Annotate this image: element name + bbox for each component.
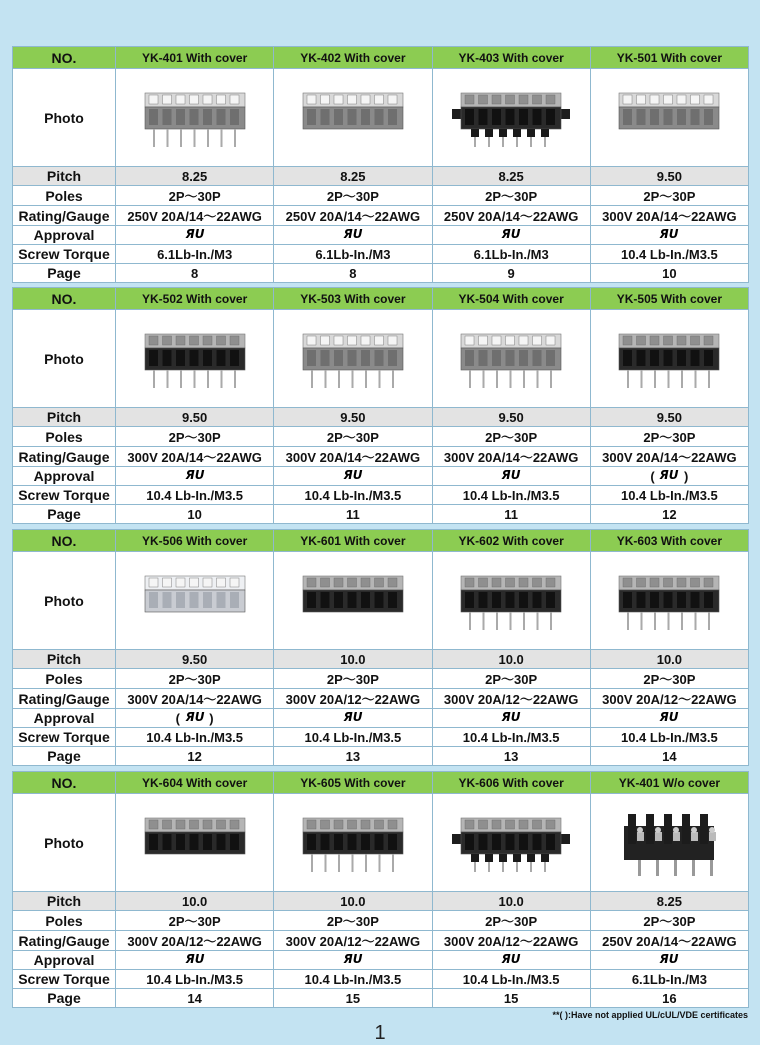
row-pitch	[13, 650, 749, 669]
poles-value: 2P～30P	[116, 911, 274, 931]
ul-recognized-icon	[342, 469, 364, 484]
row-no	[13, 530, 749, 552]
page-value: 13	[432, 747, 590, 766]
row-approval	[13, 709, 749, 728]
approval-cell	[116, 226, 274, 245]
page-value: 9	[432, 264, 590, 283]
terminal-block-photo	[288, 79, 418, 157]
torque-value: 10.4 Lb-In./M3.5	[590, 245, 748, 264]
model-name: YK-403 With cover	[432, 47, 590, 69]
rating-value: 300V 20A/12～22AWG	[274, 689, 432, 709]
ul-recognized-icon	[500, 711, 522, 726]
row-label-approval: Approval	[13, 709, 116, 728]
model-name: YK-605 With cover	[274, 772, 432, 794]
torque-value: 10.4 Lb-In./M3.5	[590, 728, 748, 747]
row-label-pitch: Pitch	[13, 167, 116, 186]
row-poles	[13, 911, 749, 931]
terminal-block-photo	[604, 79, 734, 157]
row-torque	[13, 728, 749, 747]
rating-value: 300V 20A/14～22AWG	[590, 206, 748, 226]
terminal-block-photo	[446, 562, 576, 640]
approval-cell	[590, 467, 748, 486]
svg-text:ЯU: ЯU	[501, 227, 521, 240]
page-value: 15	[432, 989, 590, 1008]
ul-recognized-pending-icon: ( ЯU )	[175, 710, 214, 726]
row-label-rating: Rating/Gauge	[13, 689, 116, 709]
poles-value: 2P～30P	[590, 427, 748, 447]
terminal-block-photo	[130, 320, 260, 398]
product-photo-cell	[432, 69, 590, 167]
product-photo-cell	[590, 552, 748, 650]
ul-recognized-icon	[500, 953, 522, 968]
svg-text:ЯU: ЯU	[343, 952, 363, 965]
terminal-block-photo	[446, 320, 576, 398]
model-name: YK-503 With cover	[274, 288, 432, 310]
rating-value: 300V 20A/14～22AWG	[432, 447, 590, 467]
poles-value: 2P～30P	[274, 669, 432, 689]
poles-value: 2P～30P	[116, 186, 274, 206]
page-value: 13	[274, 747, 432, 766]
torque-value: 10.4 Lb-In./M3.5	[432, 970, 590, 989]
ul-recognized-icon	[658, 228, 680, 243]
pitch-value: 9.50	[432, 408, 590, 427]
row-torque	[13, 486, 749, 505]
pitch-value: 10.0	[432, 650, 590, 669]
rating-value: 300V 20A/12～22AWG	[590, 689, 748, 709]
ul-recognized-icon	[500, 228, 522, 243]
poles-value: 2P～30P	[432, 186, 590, 206]
row-photo	[13, 69, 749, 167]
torque-value: 6.1Lb-In./M3	[432, 245, 590, 264]
svg-text:ЯU: ЯU	[659, 468, 679, 481]
poles-value: 2P～30P	[274, 427, 432, 447]
row-label-pitch: Pitch	[13, 650, 116, 669]
spec-table-block	[12, 46, 749, 283]
torque-value: 10.4 Lb-In./M3.5	[116, 486, 274, 505]
pitch-value: 10.0	[432, 892, 590, 911]
approval-cell	[116, 709, 274, 728]
pitch-value: 8.25	[590, 892, 748, 911]
pitch-value: 8.25	[274, 167, 432, 186]
torque-value: 10.4 Lb-In./M3.5	[432, 728, 590, 747]
pitch-value: 10.0	[590, 650, 748, 669]
product-photo-cell	[116, 69, 274, 167]
product-photo-cell	[590, 794, 748, 892]
svg-text:ЯU: ЯU	[185, 710, 205, 723]
svg-text:ЯU: ЯU	[185, 952, 205, 965]
product-photo-cell	[432, 310, 590, 408]
pitch-value: 9.50	[116, 408, 274, 427]
row-no	[13, 47, 749, 69]
row-label-photo: Photo	[13, 552, 116, 650]
row-page	[13, 264, 749, 283]
approval-cell	[274, 951, 432, 970]
model-name: YK-604 With cover	[116, 772, 274, 794]
torque-value: 6.1Lb-In./M3	[274, 245, 432, 264]
svg-text:ЯU: ЯU	[185, 227, 205, 240]
ul-recognized-icon	[184, 953, 206, 968]
row-pitch	[13, 408, 749, 427]
row-approval	[13, 467, 749, 486]
row-poles	[13, 669, 749, 689]
row-label-page: Page	[13, 989, 116, 1008]
page-value: 11	[432, 505, 590, 524]
approval-cell	[432, 226, 590, 245]
terminal-block-photo	[604, 562, 734, 640]
approval-cell	[432, 709, 590, 728]
model-name: YK-505 With cover	[590, 288, 748, 310]
spec-table-block	[12, 529, 749, 766]
approval-cell	[274, 467, 432, 486]
model-name: YK-401 W/o cover	[590, 772, 748, 794]
row-label-rating: Rating/Gauge	[13, 206, 116, 226]
page-value: 8	[116, 264, 274, 283]
terminal-block-photo	[288, 562, 418, 640]
row-label-pitch: Pitch	[13, 408, 116, 427]
row-page	[13, 989, 749, 1008]
ul-recognized-icon	[184, 469, 206, 484]
model-name: YK-506 With cover	[116, 530, 274, 552]
row-approval	[13, 226, 749, 245]
row-label-no: NO.	[13, 288, 116, 310]
rating-value: 300V 20A/14～22AWG	[116, 447, 274, 467]
spec-table-block	[12, 771, 749, 1008]
torque-value: 10.4 Lb-In./M3.5	[590, 486, 748, 505]
poles-value: 2P～30P	[432, 427, 590, 447]
row-label-torque: Screw Torque	[13, 970, 116, 989]
torque-value: 6.1Lb-In./M3	[116, 245, 274, 264]
page-value: 11	[274, 505, 432, 524]
poles-value: 2P～30P	[590, 186, 748, 206]
page-value: 10	[116, 505, 274, 524]
svg-text:ЯU: ЯU	[501, 468, 521, 481]
svg-text:ЯU: ЯU	[343, 468, 363, 481]
product-photo-cell	[590, 69, 748, 167]
poles-value: 2P～30P	[274, 911, 432, 931]
model-name: YK-502 With cover	[116, 288, 274, 310]
rating-value: 250V 20A/14～22AWG	[116, 206, 274, 226]
product-photo-cell	[274, 69, 432, 167]
product-photo-cell	[590, 310, 748, 408]
row-label-photo: Photo	[13, 794, 116, 892]
row-label-page: Page	[13, 264, 116, 283]
terminal-block-photo	[288, 320, 418, 398]
product-photo-cell	[432, 552, 590, 650]
row-label-poles: Poles	[13, 669, 116, 689]
row-approval	[13, 951, 749, 970]
approval-cell	[590, 226, 748, 245]
approval-cell	[116, 951, 274, 970]
row-label-photo: Photo	[13, 310, 116, 408]
model-name: YK-606 With cover	[432, 772, 590, 794]
rating-value: 300V 20A/12～22AWG	[432, 931, 590, 951]
rating-value: 300V 20A/14～22AWG	[116, 689, 274, 709]
model-name: YK-401 With cover	[116, 47, 274, 69]
poles-value: 2P～30P	[116, 669, 274, 689]
product-photo-cell	[116, 310, 274, 408]
row-torque	[13, 970, 749, 989]
approval-cell	[590, 951, 748, 970]
product-photo-cell	[116, 552, 274, 650]
row-photo	[13, 310, 749, 408]
spec-table-block	[12, 287, 749, 524]
row-torque	[13, 245, 749, 264]
terminal-block-photo	[130, 804, 260, 882]
page-value: 10	[590, 264, 748, 283]
row-label-rating: Rating/Gauge	[13, 447, 116, 467]
terminal-block-photo	[446, 804, 576, 882]
svg-text:ЯU: ЯU	[659, 227, 679, 240]
page-value: 15	[274, 989, 432, 1008]
row-pitch	[13, 167, 749, 186]
torque-value: 6.1Lb-In./M3	[590, 970, 748, 989]
row-label-poles: Poles	[13, 186, 116, 206]
page-number: 1	[374, 1022, 386, 1044]
row-label-no: NO.	[13, 772, 116, 794]
rating-value: 250V 20A/14～22AWG	[590, 931, 748, 951]
approval-cell	[274, 226, 432, 245]
poles-value: 2P～30P	[432, 669, 590, 689]
model-name: YK-602 With cover	[432, 530, 590, 552]
torque-value: 10.4 Lb-In./M3.5	[432, 486, 590, 505]
product-photo-cell	[274, 552, 432, 650]
poles-value: 2P～30P	[274, 186, 432, 206]
approval-cell	[274, 709, 432, 728]
ul-recognized-icon	[342, 953, 364, 968]
ul-recognized-icon	[500, 469, 522, 484]
approval-cell	[432, 951, 590, 970]
row-no	[13, 772, 749, 794]
approval-cell	[116, 467, 274, 486]
page-value: 16	[590, 989, 748, 1008]
row-label-torque: Screw Torque	[13, 486, 116, 505]
poles-value: 2P～30P	[116, 427, 274, 447]
page-value: 12	[590, 505, 748, 524]
poles-value: 2P～30P	[432, 911, 590, 931]
row-rating	[13, 447, 749, 467]
pitch-value: 10.0	[274, 650, 432, 669]
pitch-value: 10.0	[274, 892, 432, 911]
ul-recognized-icon	[658, 953, 680, 968]
terminal-block-photo	[604, 804, 734, 882]
rating-value: 250V 20A/14～22AWG	[274, 206, 432, 226]
approval-cell	[590, 709, 748, 728]
row-label-torque: Screw Torque	[13, 728, 116, 747]
page-value: 14	[590, 747, 748, 766]
product-photo-cell	[116, 794, 274, 892]
torque-value: 10.4 Lb-In./M3.5	[116, 970, 274, 989]
row-label-no: NO.	[13, 47, 116, 69]
pitch-value: 9.50	[274, 408, 432, 427]
rating-value: 300V 20A/14～22AWG	[590, 447, 748, 467]
rating-value: 300V 20A/12～22AWG	[432, 689, 590, 709]
torque-value: 10.4 Lb-In./M3.5	[116, 728, 274, 747]
row-rating	[13, 689, 749, 709]
terminal-block-photo	[130, 562, 260, 640]
approval-cell	[432, 467, 590, 486]
model-name: YK-501 With cover	[590, 47, 748, 69]
svg-text:ЯU: ЯU	[185, 468, 205, 481]
svg-text:ЯU: ЯU	[501, 710, 521, 723]
row-label-pitch: Pitch	[13, 892, 116, 911]
row-pitch	[13, 892, 749, 911]
rating-value: 300V 20A/14～22AWG	[274, 447, 432, 467]
pitch-value: 8.25	[432, 167, 590, 186]
model-name: YK-402 With cover	[274, 47, 432, 69]
page-value: 14	[116, 989, 274, 1008]
row-label-approval: Approval	[13, 226, 116, 245]
svg-text:ЯU: ЯU	[659, 952, 679, 965]
row-label-poles: Poles	[13, 911, 116, 931]
pitch-value: 9.50	[590, 408, 748, 427]
row-page	[13, 505, 749, 524]
torque-value: 10.4 Lb-In./M3.5	[274, 970, 432, 989]
poles-value: 2P～30P	[590, 669, 748, 689]
row-no	[13, 288, 749, 310]
page-value: 12	[116, 747, 274, 766]
ul-recognized-icon	[184, 228, 206, 243]
pitch-value: 9.50	[590, 167, 748, 186]
rating-value: 250V 20A/14～22AWG	[432, 206, 590, 226]
ul-recognized-icon	[342, 228, 364, 243]
row-label-page: Page	[13, 505, 116, 524]
row-label-poles: Poles	[13, 427, 116, 447]
row-rating	[13, 931, 749, 951]
rating-value: 300V 20A/12～22AWG	[274, 931, 432, 951]
row-label-torque: Screw Torque	[13, 245, 116, 264]
svg-text:ЯU: ЯU	[343, 710, 363, 723]
pitch-value: 10.0	[116, 892, 274, 911]
row-label-rating: Rating/Gauge	[13, 931, 116, 951]
footnote: **( ):Have not applied UL/cUL/VDE certificates	[552, 1010, 748, 1020]
terminal-block-photo	[446, 79, 576, 157]
model-name: YK-504 With cover	[432, 288, 590, 310]
svg-text:ЯU: ЯU	[343, 227, 363, 240]
row-label-approval: Approval	[13, 467, 116, 486]
ul-recognized-icon	[658, 711, 680, 726]
model-name: YK-601 With cover	[274, 530, 432, 552]
row-rating	[13, 206, 749, 226]
product-photo-cell	[432, 794, 590, 892]
row-page	[13, 747, 749, 766]
pitch-value: 9.50	[116, 650, 274, 669]
torque-value: 10.4 Lb-In./M3.5	[274, 486, 432, 505]
poles-value: 2P～30P	[590, 911, 748, 931]
model-name: YK-603 With cover	[590, 530, 748, 552]
row-label-no: NO.	[13, 530, 116, 552]
row-label-approval: Approval	[13, 951, 116, 970]
row-label-page: Page	[13, 747, 116, 766]
terminal-block-photo	[604, 320, 734, 398]
svg-text:ЯU: ЯU	[501, 952, 521, 965]
product-photo-cell	[274, 310, 432, 408]
terminal-block-photo	[130, 79, 260, 157]
row-label-photo: Photo	[13, 69, 116, 167]
pitch-value: 8.25	[116, 167, 274, 186]
row-photo	[13, 794, 749, 892]
torque-value: 10.4 Lb-In./M3.5	[274, 728, 432, 747]
svg-text:ЯU: ЯU	[659, 710, 679, 723]
ul-recognized-pending-icon: ( ЯU )	[650, 468, 689, 484]
row-poles	[13, 427, 749, 447]
row-photo	[13, 552, 749, 650]
rating-value: 300V 20A/12～22AWG	[116, 931, 274, 951]
row-poles	[13, 186, 749, 206]
terminal-block-photo	[288, 804, 418, 882]
ul-recognized-icon	[342, 711, 364, 726]
product-photo-cell	[274, 794, 432, 892]
page-value: 8	[274, 264, 432, 283]
